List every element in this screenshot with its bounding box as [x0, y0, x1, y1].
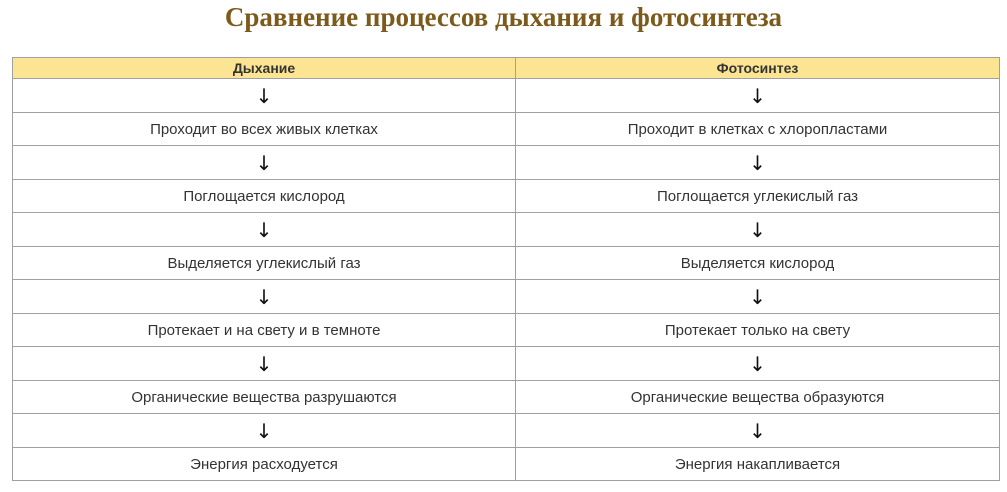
photosynthesis-cell: Протекает только на свету [516, 314, 1000, 347]
respiration-cell: Энергия расходуется [13, 448, 516, 481]
arrow-row [13, 347, 1000, 381]
page-title: Сравнение процессов дыхания и фотосинтеза [224, 2, 783, 32]
photosynthesis-cell: Проходит в клетках с хлоропластами [516, 113, 1000, 146]
table-row [13, 113, 1000, 146]
respiration-cell: Органические вещества разрушаются [13, 381, 516, 414]
respiration-cell: Поглощается кислород [13, 180, 516, 213]
down-arrow-icon: ↓ [516, 79, 1000, 113]
arrow-row [13, 79, 1000, 113]
respiration-cell: Протекает и на свету и в темноте [13, 314, 516, 347]
down-arrow-icon: ↓ [13, 347, 516, 381]
photosynthesis-cell: Выделяется кислород [516, 247, 1000, 280]
table-row [13, 180, 1000, 213]
arrow-row [13, 213, 1000, 247]
photosynthesis-cell: Энергия накапливается [516, 448, 1000, 481]
down-arrow-icon: ↓ [516, 280, 1000, 314]
down-arrow-icon: ↓ [516, 213, 1000, 247]
table-row [13, 314, 1000, 347]
respiration-cell: Проходит во всех живых клетках [13, 113, 516, 146]
respiration-cell: Выделяется углекислый газ [13, 247, 516, 280]
table-row [13, 448, 1000, 481]
header-respiration: Дыхание [13, 58, 516, 79]
photosynthesis-cell: Органические вещества образуются [516, 381, 1000, 414]
table-header-row [13, 58, 1000, 79]
arrow-row [13, 146, 1000, 180]
header-photosynthesis: Фотосинтез [516, 58, 1000, 79]
down-arrow-icon: ↓ [13, 79, 516, 113]
table-row [13, 247, 1000, 280]
down-arrow-icon: ↓ [516, 146, 1000, 180]
down-arrow-icon: ↓ [13, 146, 516, 180]
arrow-row [13, 414, 1000, 448]
down-arrow-icon: ↓ [13, 414, 516, 448]
photosynthesis-cell: Поглощается углекислый газ [516, 180, 1000, 213]
down-arrow-icon: ↓ [516, 347, 1000, 381]
down-arrow-icon: ↓ [516, 414, 1000, 448]
arrow-row [13, 280, 1000, 314]
comparison-table [12, 57, 1000, 481]
down-arrow-icon: ↓ [13, 280, 516, 314]
down-arrow-icon: ↓ [13, 213, 516, 247]
table-row [13, 381, 1000, 414]
